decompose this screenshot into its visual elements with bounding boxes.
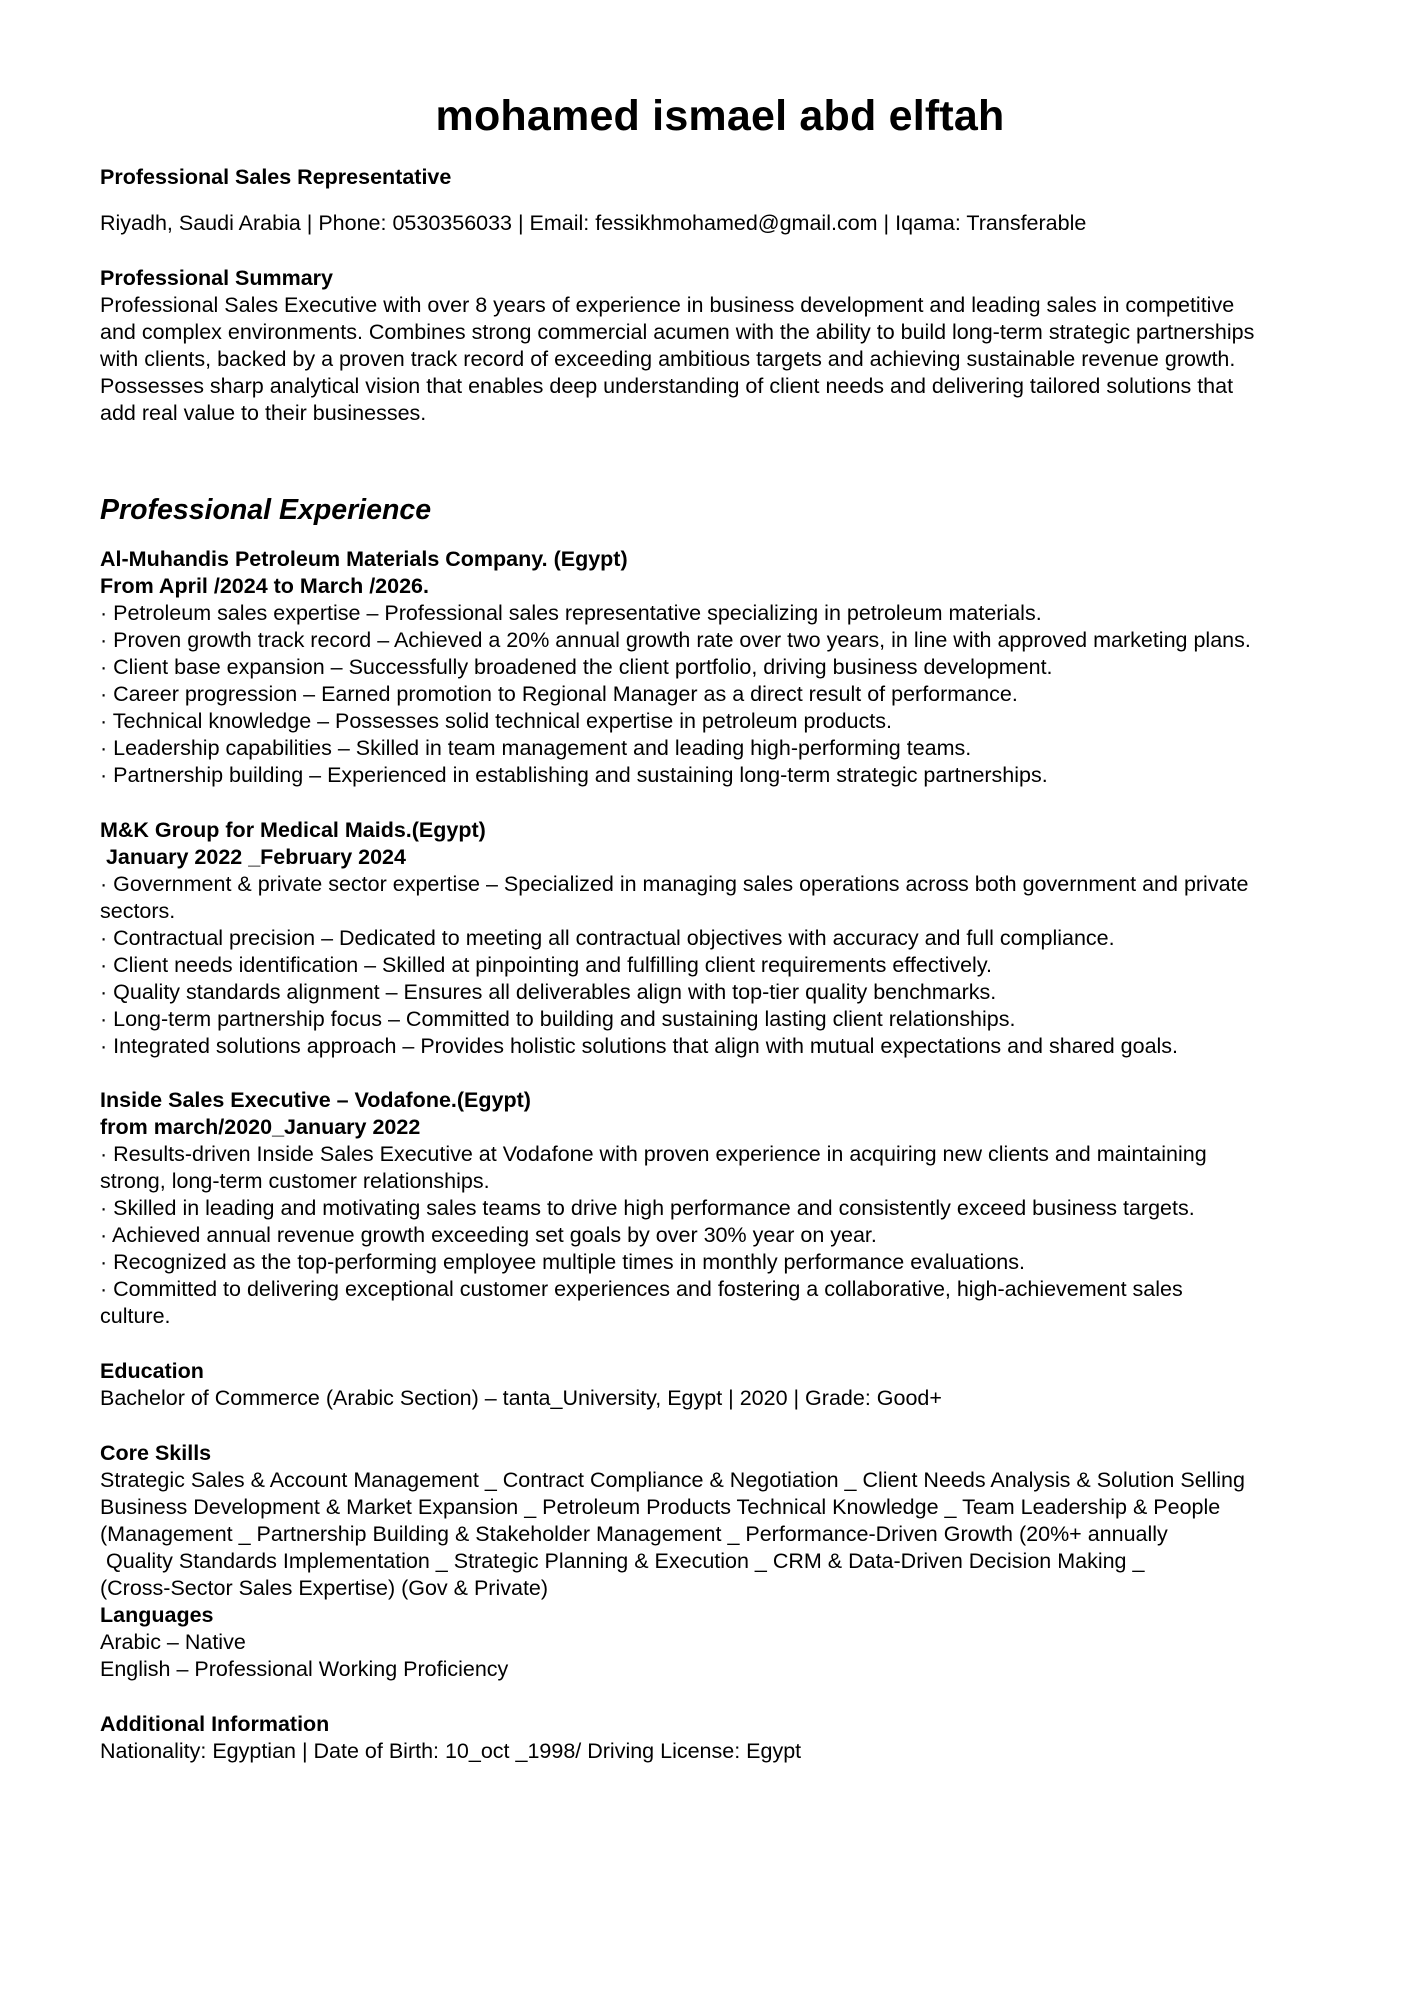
contact-info: Riyadh, Saudi Arabia | Phone: 0530356033 | Email: fessikhmohamed@gmail.com | Iqama: Transferable bbox=[100, 211, 1087, 235]
job-bullet: · Contractual precision – Dedicated to meeting all contractual objectives with accuracy and full compliance. bbox=[100, 926, 1115, 950]
job-bullet: · Recognized as the top-performing employee multiple times in monthly performance evaluations. bbox=[100, 1250, 1025, 1274]
additional-heading: Additional Information bbox=[100, 1712, 330, 1736]
job-company: Inside Sales Executive – Vodafone.(Egypt) bbox=[100, 1088, 531, 1112]
skills-line: (Cross-Sector Sales Expertise) (Gov & Private) bbox=[100, 1576, 549, 1600]
job-bullet: · Quality standards alignment – Ensures all deliverables align with top-tier quality benchmarks. bbox=[100, 980, 997, 1004]
job-bullet: · Achieved annual revenue growth exceeding set goals by over 30% year on year. bbox=[100, 1223, 877, 1247]
language-line: English – Professional Working Proficiency bbox=[100, 1657, 509, 1681]
job-company: M&K Group for Medical Maids.(Egypt) bbox=[100, 818, 486, 842]
additional-line: Nationality: Egyptian | Date of Birth: 10_oct _1998/ Driving License: Egypt bbox=[100, 1739, 802, 1763]
summary-line: Possesses sharp analytical vision that enables deep understanding of client needs and delivering tailored solutions that bbox=[100, 374, 1234, 398]
education-heading: Education bbox=[100, 1359, 204, 1383]
job-bullet: · Skilled in leading and motivating sales teams to drive high performance and consistently exceed business targets. bbox=[100, 1196, 1195, 1220]
language-line: Arabic – Native bbox=[100, 1630, 246, 1654]
job-bullet: · Proven growth track record – Achieved a 20% annual growth rate over two years, in line with approved marketing plans. bbox=[100, 628, 1251, 652]
summary-heading: Professional Summary bbox=[100, 266, 334, 290]
job-bullet: · Government & private sector expertise – Specialized in managing sales operations across both government and private bbox=[100, 872, 1249, 896]
skills-heading: Core Skills bbox=[100, 1441, 212, 1465]
job-bullet: · Leadership capabilities – Skilled in team management and leading high-performing teams. bbox=[100, 736, 972, 760]
job-bullet: · Partnership building – Experienced in establishing and sustaining long-term strategic partnerships. bbox=[100, 763, 1048, 787]
job-title: Professional Sales Representative bbox=[100, 165, 452, 189]
languages-heading: Languages bbox=[100, 1603, 214, 1627]
job-bullet: · Client base expansion – Successfully broadened the client portfolio, driving business development. bbox=[100, 655, 1053, 679]
job-bullet: · Petroleum sales expertise – Professional sales representative specializing in petroleum materials. bbox=[100, 601, 1042, 625]
education-line: Bachelor of Commerce (Arabic Section) – tanta_University, Egypt | 2020 | Grade: Good+ bbox=[100, 1386, 942, 1410]
summary-line: and complex environments. Combines strong commercial acumen with the ability to build long-term strategic partnerships bbox=[100, 320, 1255, 344]
job-bullet: · Long-term partnership focus – Committed to building and sustaining lasting client relationships. bbox=[100, 1007, 1016, 1031]
job-bullet: · Results-driven Inside Sales Executive at Vodafone with proven experience in acquiring new clients and maintaining bbox=[100, 1142, 1207, 1166]
job-bullet: · Committed to delivering exceptional customer experiences and fostering a collaborative, high-achievement sales bbox=[100, 1277, 1183, 1301]
summary-line: add real value to their businesses. bbox=[100, 401, 427, 425]
job-company: Al-Muhandis Petroleum Materials Company. (Egypt) bbox=[100, 547, 628, 571]
job-dates: January 2022 _February 2024 bbox=[100, 845, 406, 869]
job-bullet: · Integrated solutions approach – Provides holistic solutions that align with mutual expectations and shared goals. bbox=[100, 1034, 1179, 1058]
experience-heading: Professional Experience bbox=[100, 494, 432, 526]
job-dates: from march/2020_January 2022 bbox=[100, 1115, 421, 1139]
job-bullet: · Career progression – Earned promotion to Regional Manager as a direct result of performance. bbox=[100, 682, 1018, 706]
candidate-name: mohamed ismael abd elftah bbox=[435, 92, 1005, 140]
job-bullet: strong, long-term customer relationships. bbox=[100, 1169, 490, 1193]
job-bullet: culture. bbox=[100, 1304, 171, 1328]
job-bullet: · Client needs identification – Skilled at pinpointing and fulfilling client requirements effectively. bbox=[100, 953, 992, 977]
skills-line: Quality Standards Implementation _ Strategic Planning & Execution _ CRM & Data-Driven Decision Making _ bbox=[100, 1549, 1145, 1573]
job-bullet: · Technical knowledge – Possesses solid technical expertise in petroleum products. bbox=[100, 709, 892, 733]
skills-line: Business Development & Market Expansion _ Petroleum Products Technical Knowledge _ Team Leadership & People bbox=[100, 1495, 1221, 1519]
job-bullet: sectors. bbox=[100, 899, 176, 923]
summary-line: Professional Sales Executive with over 8 years of experience in business development and leading sales in competitive bbox=[100, 293, 1235, 317]
job-dates: From April /2024 to March /2026. bbox=[100, 574, 429, 598]
skills-line: Strategic Sales & Account Management _ Contract Compliance & Negotiation _ Client Needs Analysis & Solution Selling bbox=[100, 1468, 1245, 1492]
summary-line: with clients, backed by a proven track record of exceeding ambitious targets and achieving sustainable revenue growth. bbox=[100, 347, 1236, 371]
skills-line: (Management _ Partnership Building & Stakeholder Management _ Performance-Driven Growth (20%+ annually bbox=[100, 1522, 1168, 1546]
